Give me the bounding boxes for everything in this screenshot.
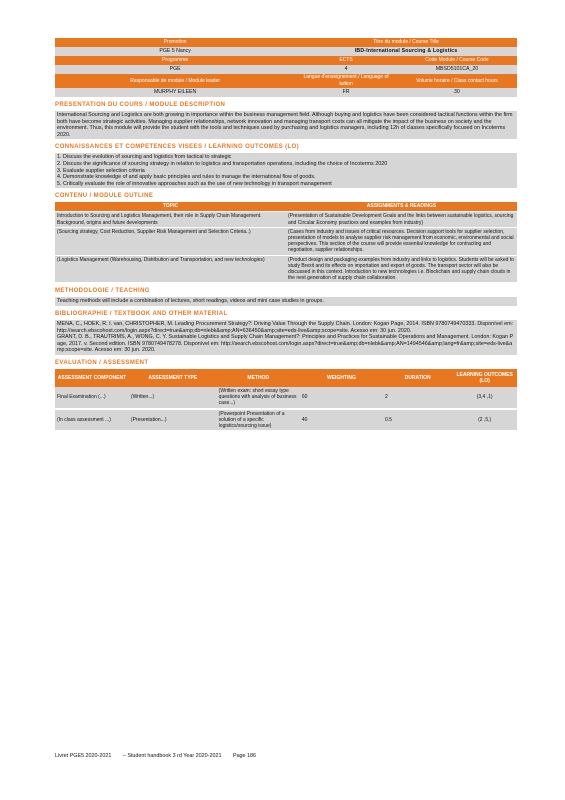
duration-cell: 2	[383, 387, 452, 409]
language-label: Langue d'enseignement / Language of tuition	[295, 74, 397, 88]
contact-hours-value: 30	[397, 88, 517, 97]
lo-cell: (3,4 ,1)	[452, 387, 517, 409]
learning-outcomes-header: LEARNING OUTCOMES (LO)	[452, 369, 517, 387]
language-value: FR	[295, 88, 397, 97]
contact-hours-label: Volume horaire / Class contact hours	[397, 74, 517, 88]
outcome-item: 5. Critically evaluate the role of innovative approaches such as the use of new technology in transport management	[57, 180, 332, 187]
assignments-column-header: ASSIGNMENTS & READINGS	[286, 202, 517, 212]
evaluation-heading: EVALUATION / ASSESSMENT	[55, 359, 149, 366]
learning-outcomes-list	[55, 153, 517, 188]
teaching-methods: Teaching methods will include a combination of lectures, short readings, videos and mini case studies in groups.	[55, 297, 517, 306]
table-row	[55, 212, 517, 227]
course-code-value: MBSD5101CA_20	[397, 65, 517, 74]
topic-column-header: TOPIC	[55, 202, 286, 212]
bibliography-list	[55, 320, 517, 355]
assignment-cell: (Product design and packaging examples from industry and links to logistics. Students will be asked to study Brexit and its effects on importation and export of goods. The transport sector will also be discussed in this context. Introduction to new technologies i.e. Blockchain and supply chain clouds in the next generation of supply chain collaboration.	[286, 255, 517, 283]
assignment-cell: (Cases from industry and issues of critical resources. Decision support tools for supplier selection, presentation of models to analyse supplier risk management from economic, environmental and social perspectives. This section of the course will provide essential knowledge for contracting and negotiation, supplier relationships.	[286, 227, 517, 255]
weighting-header: WEIGHTING	[300, 369, 383, 387]
promotion-label: Promotion	[55, 38, 295, 47]
ects-value: 4	[295, 65, 397, 74]
component-cell: (In class assessment ...)	[55, 409, 129, 432]
course-title-label: Titre du module / Course Title	[295, 38, 517, 47]
course-code-label: Code Module / Course Code	[397, 56, 517, 65]
page-number: Page 186	[232, 753, 257, 759]
promotion-value: PGE 5 Nancy	[55, 47, 295, 56]
duration-header: DURATION	[383, 369, 452, 387]
outcomes-heading: CONNAISSANCES ET COMPETENCES VISEES / LEARNING OUTCOMES (LO)	[55, 144, 300, 151]
outcome-item: 2. Discuss the significance of sourcing strategy in relation to logistics and transportation operations, including the choice of Incoterms 2020	[57, 160, 388, 167]
presentation-heading: PRESENTATION DU COURS / MODULE DESCRIPTION	[55, 102, 226, 108]
methodology-heading: METHODOLOGIE / TEACHING	[55, 288, 150, 295]
outline-heading: CONTENU / MODULE OUTLINE	[55, 193, 154, 200]
outcome-item: 1. Discuss the evolution of sourcing and logistics from tactical to strategic	[57, 154, 232, 161]
course-title: IBD-International Sourcing & Logistics	[295, 47, 517, 56]
type-cell: (Written...)	[129, 387, 217, 409]
topic-cell: Introduction to Sourcing and Logistics Management, their role in Supply Chain Management. Background, origins and future developments	[55, 212, 286, 227]
assessment-table	[55, 369, 517, 432]
bibliography-heading: BIBLIOGRAPHIE / TEXTBOOK AND OTHER MATERIAL	[55, 310, 228, 317]
module-leader-label: Responsable de module / Module leader	[55, 74, 295, 88]
component-cell: Final Examination (...)	[55, 387, 129, 409]
table-row	[55, 227, 517, 255]
assignment-cell: (Presentation of Sustainable Development Goals and the links between sustainable logistics, sourcing and Circular Economy practices and examples from industry)	[286, 212, 517, 227]
weighting-cell: 40	[300, 409, 383, 432]
outcome-item: 4. Demonstrate knowledge of and apply basic principles and rules to manage the international flow of goods.	[57, 174, 316, 181]
outcome-item: 3. Evaluate supplier selection criteria	[57, 167, 145, 174]
footer-handbook: Livret PGE5 2020-2021	[55, 753, 112, 759]
method-header: METHOD	[217, 369, 300, 387]
topic-cell: (Sourcing strategy, Cost Reduction, Supplier Risk Management and Selection Criteria..)	[55, 227, 286, 255]
programme-value: PGE	[55, 65, 295, 74]
bibliography-entry: GRANT, D. B., TRAUTRIMS, A., WONG, C. Y. Sustainable Logistics and Supply Chain Management?: Principles and Practices for Sustainable Operations and Management. London: Kogan Page, 2017. v. Second edition. ISBN 9780749478278. Disponível em: http://search.ebscohost.com/login.aspx?direct=true&amp;db=nlebk&amp;AN=1494546&amp;lang=fr&amp;site=eds-live&amp;scope=site. Acesso em: 30 jun. 2020.	[57, 334, 514, 354]
assessment-component-header: ASSESSMENT COMPONENT	[55, 369, 129, 387]
course-sheet	[55, 38, 517, 432]
assessment-type-header: ASSESSMENT TYPE	[129, 369, 217, 387]
method-cell: (Powerpoint Presentation of a solution of a specific logistics/sourcing issue)	[217, 409, 300, 432]
header-table	[55, 38, 517, 97]
lo-cell: (2 ,5,)	[452, 409, 517, 432]
ects-label: ECTS	[295, 56, 397, 65]
duration-cell: 0.5	[383, 409, 452, 432]
table-row	[55, 409, 517, 432]
programme-label: Programme	[55, 56, 295, 65]
bibliography-entry: MENA, C., HOEK, R. I. van, CHRISTOPHER, M. Leading Procurement Strategy?: Driving Value Through the Supply Chain. London: Kogan Page, 2014. ISBN 9780749470333. Disponível em: http://search.ebscohost.com/login.aspx?direct=true&amp;db=nlebk&amp;AN=636450&amp;site=eds-live&amp;scope=site. Acesso em: 30 jun. 2020.	[57, 320, 514, 334]
module-leader-value: MURPHY EILEEN	[55, 88, 295, 97]
module-outline-table	[55, 202, 517, 283]
type-cell: (Presentation...)	[129, 409, 217, 432]
module-description: International Sourcing and Logistics are both growing in importance within the business management field. Although buying and logistics have been considered tactical functions within the firm both have become strategic activities. Managing supplier relationships, network innovation and managing transport costs can all mitigate the impact of the business on society and the environment. Thus, this module will provide the student with the tools and techniques used by purchasing and logistics managers, including 12h of classes specifically focused on Incoterms 2020.	[55, 111, 517, 139]
table-row	[55, 387, 517, 409]
topic-cell: (Logistics Management (Warehousing, Distribution and Transportation, and new technologies)	[55, 255, 286, 283]
method-cell: (Written exam: short essay type questions with analysis of business case...)	[217, 387, 300, 409]
footer-year: – Student handbook 3 rd Year 2020-2021	[122, 753, 222, 759]
page-footer	[55, 753, 266, 759]
weighting-cell: 60	[300, 387, 383, 409]
table-row	[55, 255, 517, 283]
